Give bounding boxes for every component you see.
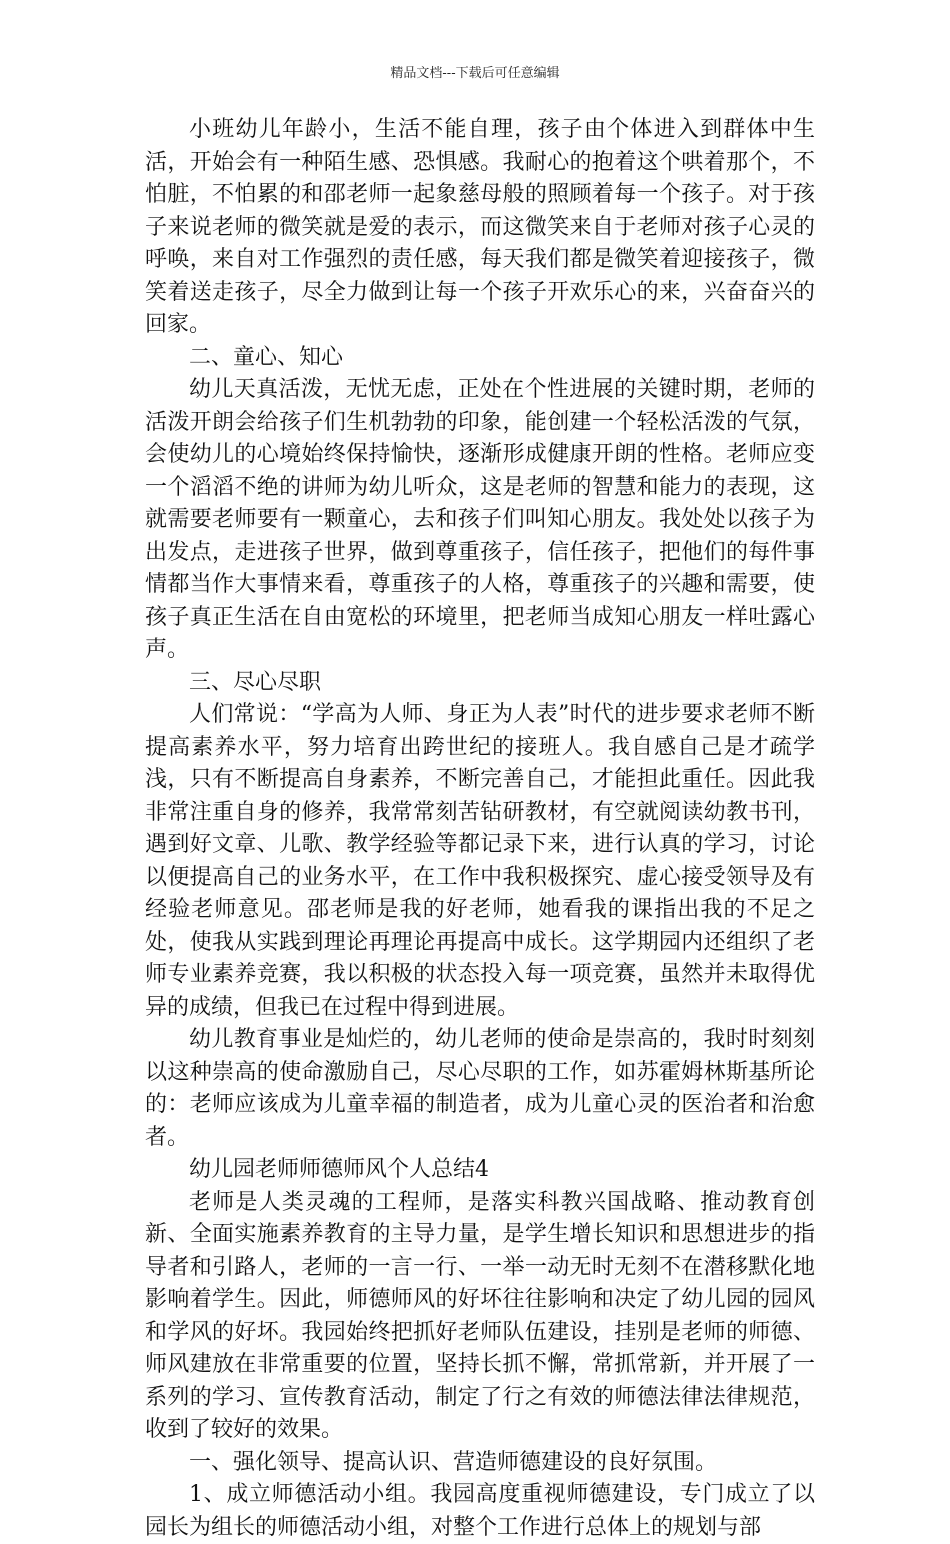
paragraph: 老师是人类灵魂的工程师，是落实科教兴国战略、推动教育创新、全面实施素养教育的主导力量，是学生增长知识和思想进步的指导者和引路人，老师的一言一行、一举一动无时无刻不在潜移默化地影响着学生。因此，师德师风的好坏往往影响和决定了幼儿园的园风和学风的好坏。我园始终把抓好老师队伍建设，挂别是老师的师德、师风建放在非常重要的位置，坚持长抓不懈，常抓常新，并开展了一系列的学习、宣传教育活动，制定了行之有效的师德法律法律规范，收到了较好的效果。 (145, 1189, 815, 1442)
document-body (145, 114, 815, 1544)
paragraph: 小班幼儿年龄小，生活不能自理，孩子由个体进入到群体中生活，开始会有一种陌生感、恐惧感。我耐心的抱着这个哄着那个，不怕脏，不怕累的和邵老师一起象慈母般的照顾着每一个孩子。对于孩子来说老师的微笑就是爱的表示，而这微笑来自于老师对孩子心灵的呼唤，来自对工作强烈的责任感，每天我们都是微笑着迎接孩子，微笑着送走孩子，尽全力做到让每一个孩子开欢乐心的来，兴奋奋兴的回家。 (145, 117, 815, 337)
section-heading: 一、强化领导、提高认识、营造师德建设的良好氛围。 (189, 1449, 718, 1475)
paragraph: 人们常说：“学高为人师、身正为人表”时代的进步要求老师不断提高素养水平，努力培育出跨世纪的接班人。我自感自己是才疏学浅，只有不断提高自身素养，不断完善自己，才能担此重任。因此我非常注重自身的修养，我常常刻苦钻研教材，有空就阅读幼教书刊，遇到好文章、儿歌、教学经验等都记录下来，进行认真的学习，讨论以便提高自己的业务水平，在工作中我积极探究、虚心接受领导及有经验老师意见。邵老师是我的好老师，她看我的课指出我的不足之处，使我从实践到理论再理论再提高中成长。这学期园内还组织了老师专业素养竞赛，我以积极的状态投入每一项竞赛，虽然并未取得优异的成绩，但我已在过程中得到进展。 (145, 702, 815, 1020)
paragraph: 幼儿教育事业是灿烂的，幼儿老师的使命是崇高的，我时时刻刻以这种崇高的使命激励自己，尽心尽职的工作，如苏霍姆林斯基所论的：老师应该成为儿童幸福的制造者，成为儿童心灵的医治者和治愈者。 (145, 1027, 815, 1150)
paragraph: 幼儿天真活泼，无忧无虑，正处在个性进展的关键时期，老师的活泼开朗会给孩子们生机勃勃的印象，能创建一个轻松活泼的气氛，会使幼儿的心境始终保持愉快，逐渐形成健康开朗的性格。老师应变一个滔滔不绝的讲师为幼儿听众，这是老师的智慧和能力的表现，这就需要老师要有一颗童心，去和孩子们叫知心朋友。我处处以孩子为出发点，走进孩子世界，做到尊重孩子，信任孩子，把他们的每件事情都当作大事情来看，尊重孩子的人格，尊重孩子的兴趣和需要，使孩子真正生活在自由宽松的环境里，把老师当成知心朋友一样吐露心声。 (145, 377, 815, 662)
page-header: 精品文档---下载后可任意编辑 (390, 66, 560, 81)
document-title: 幼儿园老师师德师风个人总结4 (189, 1157, 489, 1182)
section-heading: 二、童心、知心 (189, 344, 344, 370)
paragraph: 1、成立师德活动小组。我园高度重视师德建设，专门成立了以园长为组长的师德活动小组，对整个工作进行总体上的规划与部 (145, 1482, 815, 1540)
section-heading: 三、尽心尽职 (189, 669, 322, 695)
